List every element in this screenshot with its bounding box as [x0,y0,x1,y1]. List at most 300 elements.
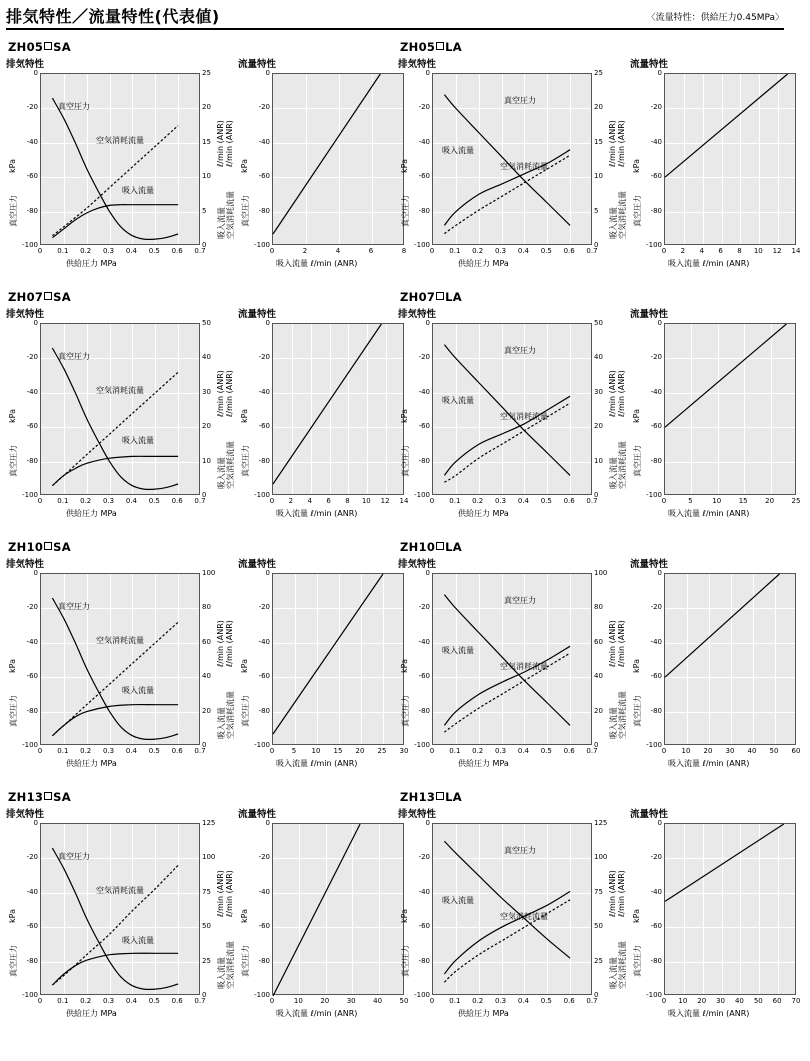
y-tick-label: -40 [258,637,270,646]
model-title: ZH07 LA [400,290,462,304]
x-tick-label: 40 [734,997,744,1005]
panel-exhaust-ZH13-LA-exhaust [398,806,648,1027]
y-tick-label: -40 [650,137,662,146]
x-tick-label: 0.4 [517,997,529,1005]
label-suction-flow: 吸入流量 [442,896,474,905]
y2-tick-label: 30 [202,387,211,396]
y-tick-label: -60 [650,172,662,181]
y2-tick-label: 20 [594,103,603,112]
y2-tick-label: 15 [202,137,211,146]
curve-layer [273,324,405,496]
x-tick-label: 0.5 [540,247,552,255]
x-tick-label: 0.1 [57,997,69,1005]
y2-tick-label: 0 [594,991,599,999]
plot-area [664,573,796,745]
y-tick-label: -40 [258,137,270,146]
y-tick-label: -40 [26,137,38,146]
panel-title: 排気特性 [6,59,45,70]
y-tick-label: -100 [646,741,662,749]
y2-tick-label: 100 [594,853,608,862]
y2-tick-label: 60 [594,637,603,646]
y-axis-unit: kPa [240,909,249,923]
x-tick-label: 0 [269,497,275,505]
x-tick-label: 0.6 [171,747,183,755]
y2-axis-unit-1: ℓ/min (ANR) [608,120,617,167]
y2-axis-unit-1: ℓ/min (ANR) [216,370,225,417]
series-2 [444,396,570,475]
y-tick-label: -100 [22,991,38,999]
y2-tick-label: 80 [202,603,211,612]
y-axis-unit: kPa [8,659,17,673]
y2-axis-title-suction: 吸入流量 [217,207,226,239]
panel-exhaust-ZH10-SA-exhaust [6,556,256,777]
plot-area [272,823,404,995]
curve-layer [41,74,201,246]
y-tick-label: -40 [418,637,430,646]
y2-tick-label: 0 [202,491,207,499]
panels-row [398,556,801,784]
y2-axis-unit-2: ℓ/min (ANR) [225,870,234,917]
y2-axis-title-suction: 吸入流量 [217,457,226,489]
x-tick-label: 14 [791,247,801,255]
y-tick-label: 0 [657,569,662,577]
x-tick-label: 0.6 [563,997,575,1005]
curve-layer [41,574,201,746]
y-tick-label: -80 [258,206,270,215]
x-tick-label: 0.5 [148,997,160,1005]
y-tick-label: -60 [258,672,270,681]
x-tick-label: 0.3 [102,997,115,1005]
y2-axis-title-air: 空気消耗流量 [226,941,235,989]
x-tick-label: 10 [712,497,722,505]
y2-tick-label: 20 [202,103,211,112]
y-tick-label: -80 [258,706,270,715]
curve-layer [273,574,405,746]
plot-area [664,823,796,995]
y2-axis-unit-2: ℓ/min (ANR) [617,120,626,167]
model-title: ZH05 SA [8,40,71,54]
panel-title: 流量特性 [238,309,277,320]
y-tick-label: -80 [650,206,662,215]
x-axis-title: 吸入流量 ℓ/min (ANR) [276,509,358,518]
x-tick-label: 0.1 [57,747,69,755]
page-header [6,4,784,30]
plot-wrapper [238,821,418,1027]
y-tick-label: 0 [33,569,38,577]
y-tick-label: 0 [265,69,270,77]
plot-wrapper [238,321,418,527]
y-tick-label: -100 [646,991,662,999]
x-axis-title: 吸入流量 ℓ/min (ANR) [668,509,750,518]
x-tick-label: 50 [399,997,409,1005]
label-air-consumption: 空気消耗流量 [500,912,548,921]
x-tick-label: 15 [333,747,343,755]
y2-tick-label: 10 [594,172,603,181]
x-tick-label: 40 [373,997,383,1005]
curve-layer [273,74,405,246]
x-tick-label: 0 [661,497,667,505]
y-tick-label: -40 [650,637,662,646]
y-axis-title: 真空圧力 [633,945,642,977]
y-tick-label: -60 [26,672,38,681]
plot-wrapper [398,821,648,1027]
y2-axis-unit-1: ℓ/min (ANR) [608,370,617,417]
x-tick-label: 0 [37,997,43,1005]
square-symbol [436,792,444,800]
y-tick-label: -20 [258,103,270,112]
y-axis-title: 真空圧力 [9,695,18,727]
y-tick-label: -80 [26,456,38,465]
label-vacuum-pressure: 真空圧力 [504,846,536,855]
y-axis-unit: kPa [240,659,249,673]
x-tick-label: 20 [320,997,330,1005]
x-axis-title: 供給圧力 MPa [66,259,117,268]
curve-layer [665,824,797,996]
curve-layer [665,574,797,746]
x-axis-title: 供給圧力 MPa [458,509,509,518]
y-axis-title: 真空圧力 [9,195,18,227]
y2-tick-label: 15 [594,137,603,146]
y2-axis-unit-2: ℓ/min (ANR) [225,620,234,667]
curve-layer [273,824,405,996]
x-tick-label: 0.7 [194,747,206,755]
x-tick-label: 20 [703,747,713,755]
x-tick-label: 20 [697,997,707,1005]
square-symbol [44,542,52,550]
y-tick-label: -60 [418,172,430,181]
x-tick-label: 0.2 [472,247,484,255]
page-title: 排気特性／流量特性(代表値) [6,7,220,26]
x-tick-label: 0.7 [586,747,598,755]
y2-tick-label: 100 [594,569,608,577]
y-axis-unit: kPa [632,909,641,923]
label-vacuum-pressure: 真空圧力 [58,102,90,111]
y-axis-title: 真空圧力 [633,445,642,477]
plot-area [40,73,200,245]
y-tick-label: -20 [650,353,662,362]
y2-tick-label: 25 [594,956,603,965]
y-tick-label: -40 [258,387,270,396]
label-suction-flow: 吸入流量 [442,146,474,155]
series-1 [52,598,178,739]
model-title: ZH10 LA [400,540,462,554]
y-tick-label: -80 [258,456,270,465]
y-tick-label: 0 [657,819,662,827]
label-vacuum-pressure: 真空圧力 [504,346,536,355]
y-tick-label: 0 [425,819,430,827]
x-tick-label: 0.4 [125,497,137,505]
y-tick-label: -40 [26,637,38,646]
y2-axis-unit-1: ℓ/min (ANR) [216,870,225,917]
y2-tick-label: 10 [594,456,603,465]
x-tick-label: 0.1 [449,997,461,1005]
plot-area [40,573,200,745]
series-1 [273,574,383,734]
panel-title: 排気特性 [6,809,45,820]
x-tick-label: 14 [399,497,409,505]
y-tick-label: -100 [22,491,38,499]
y-tick-label: -100 [646,241,662,249]
y-axis-unit: kPa [8,159,17,173]
x-tick-label: 10 [681,747,691,755]
x-tick-label: 0.2 [80,747,92,755]
x-tick-label: 2 [680,247,686,255]
y-tick-label: -40 [26,887,38,896]
y2-tick-label: 20 [594,422,603,431]
y-tick-label: -80 [650,706,662,715]
y-tick-label: -80 [418,456,430,465]
y2-tick-label: 75 [594,887,603,896]
plot-area [40,323,200,495]
model-group-ZH05LA [398,40,801,290]
x-axis-title: 吸入流量 ℓ/min (ANR) [276,259,358,268]
curve-layer [665,74,797,246]
plot-wrapper [630,321,810,527]
y2-tick-label: 60 [202,637,211,646]
y-tick-label: -100 [414,991,430,999]
x-tick-label: 0.7 [194,247,206,255]
x-axis-title: 吸入流量 ℓ/min (ANR) [276,759,358,768]
y-tick-label: -20 [418,353,430,362]
label-vacuum-pressure: 真空圧力 [58,852,90,861]
panels-row [398,806,801,1034]
panel-title: 流量特性 [630,309,669,320]
panel-flow-ZH10-SA-flow [238,556,418,777]
y2-tick-label: 75 [202,887,211,896]
y-axis-unit: kPa [240,409,249,423]
y2-axis-title-air: 空気消耗流量 [226,441,235,489]
x-tick-label: 0.7 [194,997,206,1005]
panel-title: 排気特性 [6,559,45,570]
x-tick-label: 0.5 [148,247,160,255]
panel-title: 流量特性 [238,809,277,820]
panel-title: 流量特性 [238,59,277,70]
panel-title: 流量特性 [630,59,669,70]
y-tick-label: -40 [418,137,430,146]
y2-axis-title-air: 空気消耗流量 [618,441,627,489]
y-tick-label: -80 [258,956,270,965]
y-tick-label: -60 [258,922,270,931]
y-tick-label: -60 [26,172,38,181]
panel-title: 排気特性 [398,559,437,570]
y2-axis-title-suction: 吸入流量 [609,707,618,739]
y2-axis-unit-2: ℓ/min (ANR) [225,120,234,167]
curve-layer [665,324,797,496]
y-tick-label: -100 [22,741,38,749]
panels-row [6,56,407,284]
x-tick-label: 50 [753,997,763,1005]
label-suction-flow: 吸入流量 [442,396,474,405]
y-axis-title: 真空圧力 [401,445,410,477]
x-tick-label: 0 [37,497,43,505]
x-tick-label: 0.4 [125,747,137,755]
y2-tick-label: 80 [594,603,603,612]
square-symbol [436,542,444,550]
y-tick-label: -20 [26,103,38,112]
x-tick-label: 0.5 [540,747,552,755]
y-tick-label: -60 [418,672,430,681]
model-title: ZH07 SA [8,290,71,304]
y2-axis-title-suction: 吸入流量 [609,957,618,989]
y-axis-unit: kPa [240,159,249,173]
y-tick-label: -60 [418,422,430,431]
y-tick-label: -80 [418,706,430,715]
x-tick-label: 0.6 [171,997,183,1005]
series-1 [273,824,360,996]
x-tick-label: 6 [326,497,331,505]
y-tick-label: 0 [657,319,662,327]
x-tick-label: 0 [429,747,435,755]
y2-axis-unit-2: ℓ/min (ANR) [617,870,626,917]
x-tick-label: 0.3 [494,747,507,755]
x-tick-label: 60 [772,997,782,1005]
panel-flow-ZH05-LA-flow [630,56,810,277]
label-air-consumption: 空気消耗流量 [500,412,548,421]
y-tick-label: -80 [26,206,38,215]
y2-tick-label: 40 [202,353,211,362]
y-tick-label: 0 [265,569,270,577]
label-air-consumption: 空気消耗流量 [96,136,144,145]
y-axis-unit: kPa [632,659,641,673]
panel-title: 排気特性 [6,309,45,320]
x-tick-label: 0.2 [472,497,484,505]
y2-axis-title-air: 空気消耗流量 [618,941,627,989]
y2-axis-title-suction: 吸入流量 [217,707,226,739]
x-tick-label: 0.2 [472,997,484,1005]
y-tick-label: -20 [650,603,662,612]
panel-exhaust-ZH07-SA-exhaust [6,306,256,527]
x-tick-label: 10 [361,497,371,505]
y-tick-label: -20 [258,853,270,862]
x-tick-label: 0 [37,247,43,255]
x-axis-title: 吸入流量 ℓ/min (ANR) [668,1009,750,1018]
y-tick-label: 0 [425,569,430,577]
plot-wrapper [6,321,256,527]
series-1 [665,74,788,177]
page-root [0,4,801,1061]
panel-title: 流量特性 [630,559,669,570]
y2-tick-label: 40 [594,353,603,362]
y-tick-label: -100 [22,241,38,249]
label-suction-flow: 吸入流量 [122,186,154,195]
square-symbol [44,792,52,800]
y-axis-title: 真空圧力 [401,695,410,727]
y2-tick-label: 20 [594,706,603,715]
curve-layer [41,824,201,996]
panel-title: 排気特性 [398,809,437,820]
y-tick-label: -20 [258,353,270,362]
x-tick-label: 25 [791,497,801,505]
panels-row [398,56,801,284]
x-axis-title: 供給圧力 MPa [66,759,117,768]
x-tick-label: 5 [291,747,297,755]
y-tick-label: -20 [650,853,662,862]
y-axis-unit: kPa [8,909,17,923]
model-title: ZH13 LA [400,790,462,804]
header-note: 〈流量特性：供給圧力0.45MPa〉 [646,13,784,23]
y2-axis-title-suction: 吸入流量 [609,457,618,489]
x-tick-label: 0.5 [148,497,160,505]
y-axis-title: 真空圧力 [241,445,250,477]
series-1 [665,824,784,901]
x-tick-label: 5 [688,497,693,505]
label-vacuum-pressure: 真空圧力 [504,596,536,605]
plot-area [272,573,404,745]
x-tick-label: 0.1 [57,497,69,505]
y-axis-title: 真空圧力 [241,695,250,727]
y-tick-label: -40 [418,387,430,396]
label-suction-flow: 吸入流量 [122,936,154,945]
y-tick-label: 0 [657,69,662,77]
x-axis-title: 供給圧力 MPa [458,1009,509,1018]
y-tick-label: -80 [650,956,662,965]
y-tick-label: -20 [258,603,270,612]
x-axis-title: 吸入流量 ℓ/min (ANR) [668,259,750,268]
y2-tick-label: 5 [202,206,207,215]
x-tick-label: 0.7 [586,497,598,505]
y-tick-label: -100 [414,491,430,499]
x-axis-title: 供給圧力 MPa [458,759,509,768]
y2-axis-unit-1: ℓ/min (ANR) [216,620,225,667]
plot-wrapper [630,71,810,277]
plot-wrapper [398,71,648,277]
y2-tick-label: 0 [202,741,207,749]
y2-tick-label: 25 [594,69,603,77]
y2-tick-label: 40 [594,672,603,681]
label-air-consumption: 空気消耗流量 [96,386,144,395]
model-group-ZH07SA [6,290,409,540]
x-tick-label: 0.6 [563,497,575,505]
series-1 [273,74,380,234]
square-symbol [44,292,52,300]
y-tick-label: -40 [26,387,38,396]
x-tick-label: 70 [791,997,801,1005]
panels-row [6,806,409,1034]
y-tick-label: -60 [418,922,430,931]
y2-axis-unit-2: ℓ/min (ANR) [617,370,626,417]
panel-flow-ZH07-SA-flow [238,306,418,527]
y2-tick-label: 10 [202,456,211,465]
x-tick-label: 0.1 [57,247,69,255]
x-tick-label: 15 [738,497,748,505]
plot-area [272,73,404,245]
y-axis-title: 真空圧力 [241,945,250,977]
y-tick-label: -80 [418,956,430,965]
y-tick-label: 0 [265,819,270,827]
x-tick-label: 0.7 [586,997,598,1005]
x-tick-label: 0.3 [494,247,507,255]
y-axis-title: 真空圧力 [9,945,18,977]
y-tick-label: 0 [425,319,430,327]
y-tick-label: -20 [650,103,662,112]
y-axis-unit: kPa [400,909,409,923]
x-tick-label: 30 [716,997,726,1005]
x-tick-label: 0.5 [540,997,552,1005]
x-tick-label: 0.1 [449,747,461,755]
x-tick-label: 0.6 [171,247,183,255]
y2-axis-title-air: 空気消耗流量 [618,191,627,239]
x-tick-label: 6 [368,247,374,255]
x-tick-label: 2 [302,247,308,255]
curve-layer [41,324,201,496]
plot-wrapper [238,71,418,277]
label-vacuum-pressure: 真空圧力 [58,352,90,361]
series-1 [273,324,381,484]
x-tick-label: 0.6 [171,497,183,505]
y-axis-unit: kPa [8,409,17,423]
panel-title: 流量特性 [238,559,277,570]
y-tick-label: 0 [425,69,430,77]
